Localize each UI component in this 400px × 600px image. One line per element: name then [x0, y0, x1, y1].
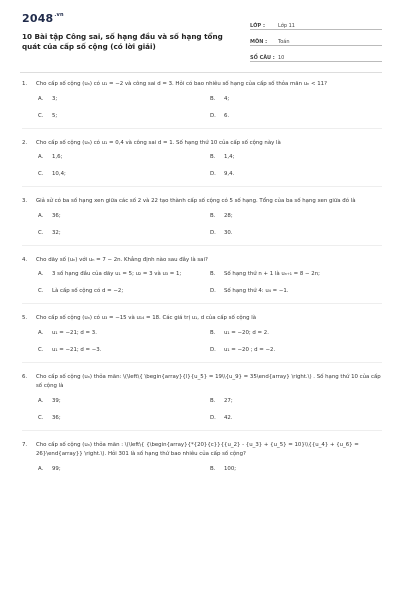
logo-main: 2048 [22, 12, 54, 25]
question-divider [22, 362, 382, 363]
question-text: Cho dãy số (uₙ) với uₙ = 7 − 2n. Khẳng định nào sau đây là sai? [36, 256, 208, 263]
answer-option[interactable] [210, 398, 382, 405]
question-text: Giả sử có ba số hạng xen giữa các số 2 và 22 tạo thành cấp số cộng có 5 số hạng. Tổng của ba số hạng xen giữa đó là [36, 198, 356, 204]
option-letter: B. [210, 212, 216, 219]
option-text: 6. [224, 112, 230, 119]
question-number: 3. [22, 198, 28, 204]
meta-value: Lớp 11 [278, 23, 295, 29]
answer-option[interactable] [210, 171, 382, 178]
answer-option[interactable] [210, 330, 382, 337]
question-text-row [22, 441, 382, 460]
meta-row-count [250, 48, 382, 62]
option-letter: A. [38, 212, 44, 219]
option-text: 1,4; [224, 154, 235, 160]
question-item [22, 441, 382, 473]
question-number: 6. [22, 373, 28, 380]
option-letter: A. [38, 397, 44, 404]
option-text: 42. [224, 414, 233, 421]
answer-option[interactable] [210, 271, 382, 278]
answer-option[interactable] [38, 230, 210, 237]
option-text: u₁ = −21; d = 3. [52, 329, 97, 336]
question-text: Cho cấp số cộng (uₙ) có u₃ = −15 và u₁₄ = 18. Các giá trị u₁, d của cấp số cộng là [36, 315, 257, 321]
answer-option[interactable] [38, 113, 210, 120]
answer-options [38, 330, 382, 354]
question-number: 5. [22, 315, 28, 321]
answer-option[interactable] [38, 271, 210, 278]
question-text-row [22, 314, 382, 324]
option-letter: B. [210, 271, 216, 277]
answer-option[interactable] [38, 96, 210, 103]
site-logo[interactable] [22, 12, 64, 25]
answer-option[interactable] [38, 154, 210, 161]
option-letter: D. [210, 112, 216, 119]
question-list [22, 80, 382, 483]
question-text-row [22, 139, 382, 149]
option-text: 1,6; [52, 154, 63, 160]
question-item [22, 80, 382, 129]
meta-label: SỐ CÂU : [250, 55, 275, 61]
question-number: 2. [22, 139, 28, 146]
answer-options [38, 154, 382, 178]
question-text: Cho cấp số cộng (uₙ) có u₁ = 0,4 và công sai d = 1. Số hạng thứ 10 của cấp số cộng này là [36, 139, 281, 146]
option-text: 9,4. [224, 171, 235, 177]
answer-option[interactable] [38, 288, 210, 295]
question-item [22, 256, 382, 305]
option-letter: B. [210, 397, 216, 404]
option-letter: C. [38, 288, 44, 294]
option-text: 10,4; [52, 171, 66, 177]
question-text-row [22, 197, 382, 207]
option-letter: B. [210, 329, 216, 336]
answer-option[interactable] [38, 213, 210, 220]
answer-options [38, 96, 382, 120]
option-letter: B. [210, 465, 216, 472]
question-divider [22, 430, 382, 431]
answer-option[interactable] [210, 113, 382, 120]
option-text: 32; [52, 229, 61, 236]
option-letter: B. [210, 95, 216, 102]
option-letter: D. [210, 346, 216, 353]
option-letter: C. [38, 414, 44, 421]
question-divider [22, 128, 382, 129]
answer-option[interactable] [210, 213, 382, 220]
option-text: 99; [52, 465, 61, 472]
option-text: Số hạng thứ 4: u₄ = −1. [224, 288, 289, 294]
question-item [22, 373, 382, 431]
answer-options [38, 213, 382, 237]
option-letter: D. [210, 414, 216, 421]
question-divider [22, 303, 382, 304]
meta-value: 10 [278, 55, 285, 61]
option-letter: A. [38, 154, 44, 160]
answer-option[interactable] [210, 347, 382, 354]
option-letter: C. [38, 112, 44, 119]
option-text: Là cấp số cộng có d = −2; [52, 288, 124, 294]
answer-option[interactable] [38, 171, 210, 178]
header-divider [20, 72, 382, 73]
option-text: 27; [224, 397, 233, 404]
meta-label: LỚP : [250, 23, 265, 29]
answer-option[interactable] [38, 466, 210, 473]
option-text: 28; [224, 212, 233, 219]
option-text: u₁ = −21; d = −3. [52, 346, 102, 353]
question-text-row [22, 373, 382, 392]
question-number: 1. [22, 81, 28, 87]
option-text: u₁ = −20; d = 2. [224, 329, 269, 336]
question-number: 4. [22, 256, 28, 263]
option-letter: A. [38, 465, 44, 472]
meta-row-class [250, 16, 382, 30]
option-letter: D. [210, 171, 216, 177]
answer-option[interactable] [38, 415, 210, 422]
option-text: 30. [224, 229, 233, 236]
question-text-row [22, 256, 382, 266]
answer-option[interactable] [210, 96, 382, 103]
question-text: Cho cấp số cộng (uₙ) có u₁ = −2 và công sai d = 3. Hỏi có bao nhiêu số hạng của cấp số thỏa mãn uₙ < 11? [36, 81, 327, 87]
option-text: 36; [52, 212, 61, 219]
document-header [22, 12, 380, 64]
meta-row-subject [250, 32, 382, 46]
answer-option[interactable] [210, 466, 382, 473]
question-text: Cho cấp số cộng (uₙ) thỏa mãn : \(\left\{ {\begin{array}{*{20}{c}}{{u_2} - {u_3} + {u_5} = 10}\\{{u_4} + {u_6} = 26}\end{array}} \right.\). Hỏi 301 là số hạng thứ bao nhiêu của cấp số cộng? [36, 441, 359, 457]
question-item [22, 314, 382, 363]
answer-option[interactable] [210, 288, 382, 295]
option-text: 3 số hạng đầu của dãy u₁ = 5; u₂ = 3 và u₃ = 1; [52, 271, 182, 277]
logo-suffix: .vn [54, 12, 64, 18]
answer-option[interactable] [210, 415, 382, 422]
option-letter: C. [38, 346, 44, 353]
option-letter: C. [38, 229, 44, 236]
option-letter: D. [210, 288, 216, 294]
option-text: 3; [52, 95, 58, 102]
option-letter: A. [38, 95, 44, 102]
option-letter: A. [38, 329, 44, 336]
question-text: Cho cấp số cộng (uₙ) thỏa mãn: \(\left\{ \begin{array}{l}{u_5} = 19\\{u_9} = 35\end{array} \right.\) . Số hạng thứ 10 của cấp số cộng là [36, 373, 381, 389]
option-text: u₁ = −20 ; d = −2. [224, 346, 276, 353]
meta-label: MÔN : [250, 39, 268, 45]
option-letter: B. [210, 154, 216, 160]
document-title: 10 Bài tập Công sai, số hạng đầu và số hạng tổng quát của cấp số cộng (có lời giải) [22, 32, 223, 51]
answer-option[interactable] [38, 347, 210, 354]
question-item [22, 139, 382, 188]
option-text: 39; [52, 397, 61, 404]
answer-options [38, 271, 382, 295]
answer-options [38, 398, 382, 422]
question-item [22, 197, 382, 246]
answer-option[interactable] [38, 330, 210, 337]
question-number: 7. [22, 441, 28, 448]
answer-option[interactable] [210, 154, 382, 161]
option-text: 36; [52, 414, 61, 421]
option-text: 4; [224, 95, 230, 102]
question-text-row [22, 80, 382, 90]
option-text: 5; [52, 112, 58, 119]
option-letter: D. [210, 229, 216, 236]
question-divider [22, 245, 382, 246]
option-text: 100; [224, 465, 237, 472]
option-letter: C. [38, 171, 44, 177]
question-divider [22, 186, 382, 187]
option-text: Số hạng thứ n + 1 là uₙ₊₁ = 8 − 2n; [224, 271, 320, 277]
meta-box [250, 16, 382, 64]
answer-option[interactable] [38, 398, 210, 405]
meta-value: Toán [278, 39, 290, 45]
answer-options [38, 466, 382, 473]
answer-option[interactable] [210, 230, 382, 237]
option-letter: A. [38, 271, 44, 277]
